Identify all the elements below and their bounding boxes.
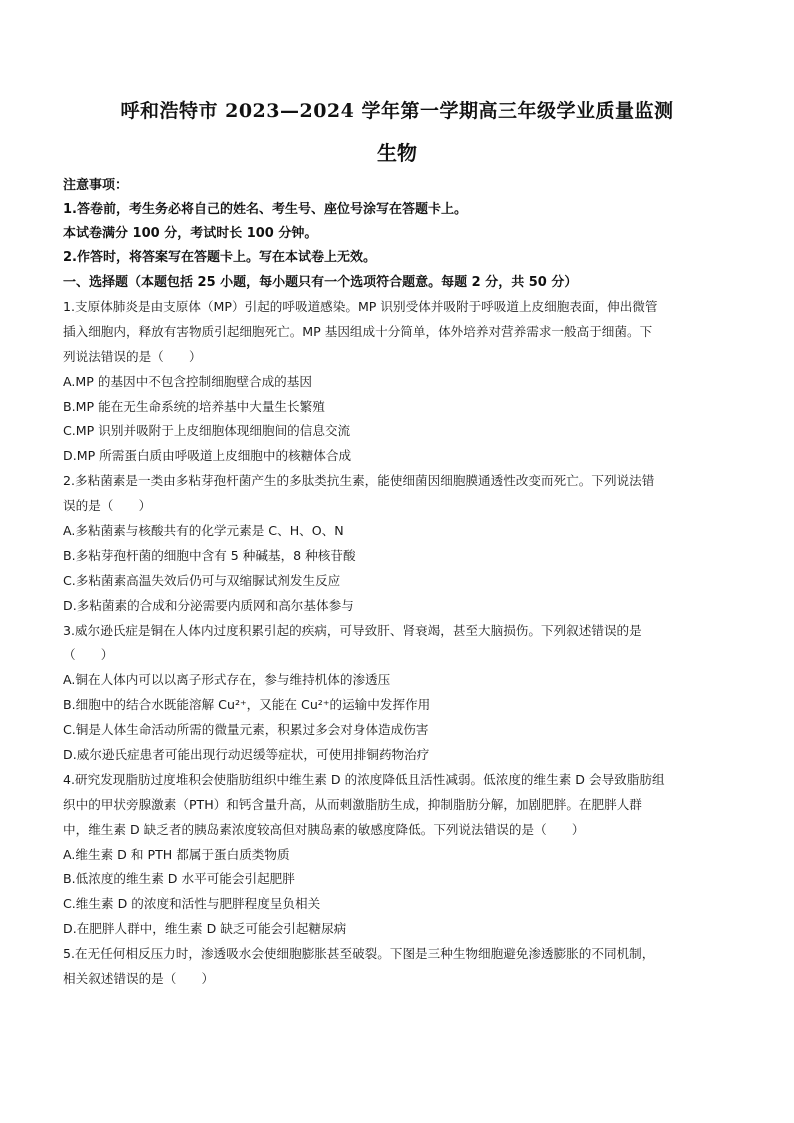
option-b: B.多粘芽孢杆菌的细胞中含有 5 种碱基，8 种核苷酸 — [63, 547, 356, 563]
question-stem-line: 织中的甲状旁腺激素（PTH）和钙含量升高，从而刺激脂肪生成，抑制脂肪分解，加剧肥胖。在肥胖人群 — [63, 796, 642, 812]
option-b: B.细胞中的结合水既能溶解 Cu²⁺，又能在 Cu²⁺的运输中发挥作用 — [63, 697, 431, 713]
question-stem-line: 2.多粘菌素是一类由多粘芽孢杆菌产生的多肽类抗生素，能使细菌因细胞膜通透性改变而死亡。下列说法错 — [63, 473, 655, 489]
question-1 — [63, 295, 733, 469]
option-c: C.铜是人体生命活动所需的微量元素，积累过多会对身体造成伤害 — [63, 722, 429, 738]
question-stem-line: 误的是（ ） — [63, 498, 152, 514]
note-line: 本试卷满分 100 分，考试时长 100 分钟。 — [63, 226, 318, 241]
option-a: A.多粘菌素与核酸共有的化学元素是 C、H、O、N — [63, 523, 344, 539]
option-a: A.维生素 D 和 PTH 都属于蛋白质类物质 — [63, 846, 290, 862]
option-b: B.MP 能在无生命系统的培养基中大量生长繁殖 — [63, 398, 325, 414]
option-d: D.在肥胖人群中，维生素 D 缺乏可能会引起糖尿病 — [63, 921, 347, 937]
question-stem-line: 1.支原体肺炎是由支原体（MP）引起的呼吸道感染。MP 识别受体并吸附于呼吸道上皮细胞表面，伸出微管 — [63, 299, 658, 314]
option-a: A.铜在人体内可以以离子形式存在，参与维持机体的渗透压 — [63, 672, 391, 688]
question-2 — [63, 469, 733, 618]
question-3 — [63, 619, 733, 768]
notes-heading: 注意事项： — [63, 178, 129, 193]
subject-title: 生物 — [377, 141, 417, 165]
question-stem-line: 相关叙述错误的是（ ） — [63, 971, 215, 987]
option-c: C.维生素 D 的浓度和活性与肥胖程度呈负相关 — [63, 896, 321, 912]
option-b: B.低浓度的维生素 D 水平可能会引起肥胖 — [63, 871, 295, 887]
option-c: C.多粘菌素高温失效后仍可与双缩脲试剂发生反应 — [63, 572, 341, 588]
option-c: C.MP 识别并吸附于上皮细胞体现细胞间的信息交流 — [63, 423, 351, 439]
exam-title: 呼和浩特市 2023—2024 学年第一学期高三年级学业质量监测 — [120, 100, 674, 122]
option-d: D.多粘菌素的合成和分泌需要内质网和高尔基体参与 — [63, 597, 354, 613]
question-stem-line: 3.威尔逊氏症是铜在人体内过度积累引起的疾病，可导致肝、肾衰竭，甚至大脑损伤。下列叙述错误的是 — [63, 622, 642, 638]
question-stem-line: 中，维生素 D 缺乏者的胰岛素浓度较高但对胰岛素的敏感度降低。下列说法错误的是（ ） — [63, 821, 585, 837]
note-line: 1.答卷前，考生务必将自己的姓名、考生号、座位号涂写在答题卡上。 — [63, 202, 467, 217]
question-stem-line: 插入细胞内，释放有害物质引起细胞死亡。MP 基因组成十分简单，体外培养对营养需求一般高于细菌。下 — [63, 323, 653, 339]
question-4 — [63, 768, 733, 942]
option-d: D.MP 所需蛋白质由呼吸道上皮细胞中的核糖体合成 — [63, 448, 352, 464]
question-stem-line: （ ） — [63, 647, 114, 663]
question-list — [63, 295, 733, 992]
exam-notes — [63, 174, 733, 270]
option-a: A.MP 的基因中不包含控制细胞壁合成的基因 — [63, 373, 312, 389]
option-d: D.威尔逊氏症患者可能出现行动迟缓等症状，可使用排铜药物治疗 — [63, 747, 430, 763]
question-stem-line: 5.在无任何相反压力时，渗透吸水会使细胞膨胀甚至破裂。下图是三种生物细胞避免渗透膨胀的不同机制， — [63, 946, 655, 962]
question-5 — [63, 942, 733, 992]
question-stem-line: 4.研究发现脂肪过度堆积会使脂肪组织中维生素 D 的浓度降低且活性减弱。低浓度的维生素 D 会导致脂肪组 — [63, 771, 665, 787]
question-stem-line: 列说法错误的是（ ） — [63, 348, 202, 364]
section-title: 一、选择题（本题包括 25 小题，每小题只有一个选项符合题意。每题 2 分，共 50 分） — [63, 275, 578, 290]
note-line: 2.作答时，将答案写在答题卡上。写在本试卷上无效。 — [63, 250, 376, 265]
